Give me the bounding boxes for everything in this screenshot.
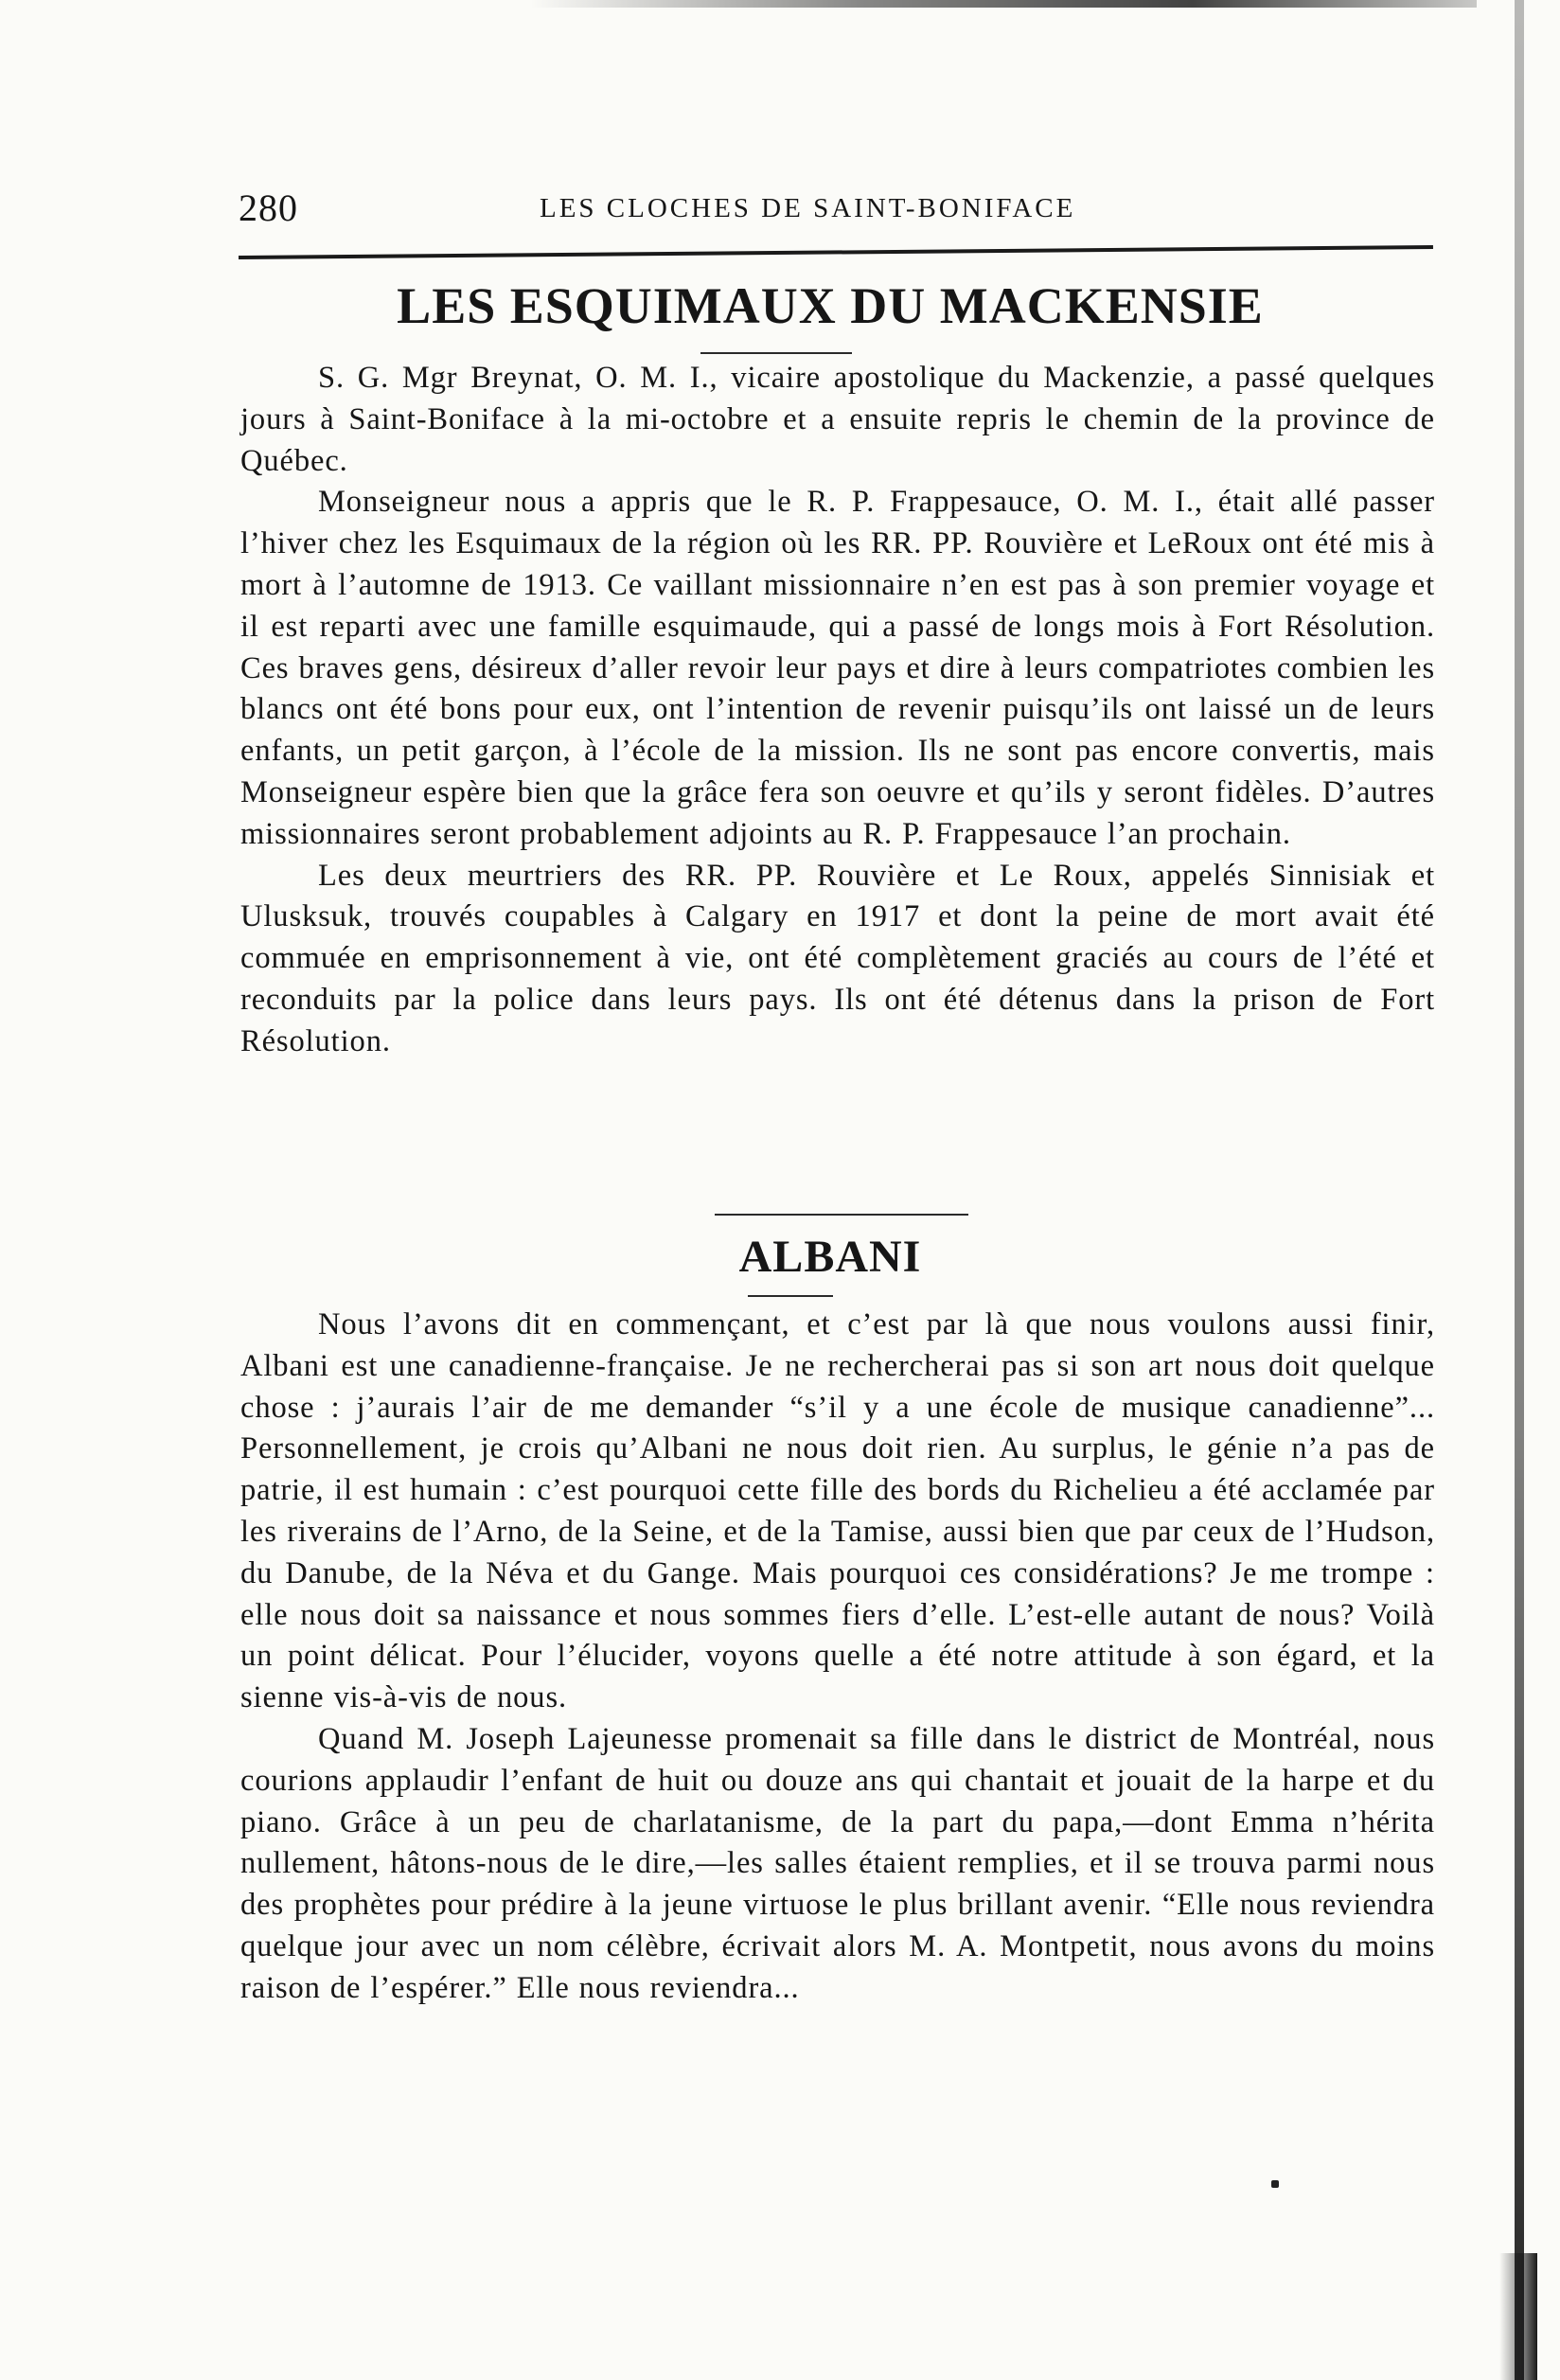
scan-shadow-corner xyxy=(1499,2253,1537,2380)
section-body-albani xyxy=(240,1305,1435,2010)
scan-shadow-top xyxy=(530,0,1477,8)
page-number: 280 xyxy=(239,186,298,229)
title-underline-esquimaux xyxy=(700,352,852,354)
paragraph: Monseigneur nous a appris que le R. P. Frappesauce, O. M. I., était allé passer l’hiver chez les Esquimaux de la région où les RR. PP. Rouvière et LeRoux ont été mis à mort à l’automne de 1913. Ce vaillant missionnaire n’en est pas à son premier voyage et il est reparti avec une famille esquimaude, qui a passé de longs mois à Fort Résolution. Ces braves gens, désireux d’aller revoir leur pays et dire à leurs compatriotes combien les blancs ont été bons pour eux, ont l’intention de revenir puisqu’ils ont laissé un de leurs enfants, un petit garçon, à l’école de la mission. Ils ne sont pas encore convertis, mais Monseigneur espère bien que la grâce fera son oeuvre et qu’ils y seront fidèles. D’autres missionnaires seront probablement adjoints au R. P. Frappesauce l’an prochain. xyxy=(240,485,1435,851)
paragraph: Nous l’avons dit en commençant, et c’est par là que nous voulons aussi finir, Albani est une canadienne-française. Je ne rechercherai pas si son art nous doit quelque chose : j’aurais l’air de me demander “s’il y a une école de musique canadienne”... Personnellement, je crois qu’Albani ne nous doit rien. Au surplus, le génie n’a pas de patrie, il est humain : c’est pourquoi cette fille des bords du Richelieu a été acclamée par les riverains de l’Arno, de la Seine, et de la Tamise, aussi bien que par ceux de l’Hudson, du Danube, de la Néva et du Gange. Mais pourquoi ces considérations? Je me trompe : elle nous doit sa naissance et nous sommes fiers d’elle. L’est-elle autant de nous? Voilà un point délicat. Pour l’élucider, voyons quelle a été notre attitude à son égard, et la sienne vis-à-vis de nous. xyxy=(240,1307,1435,1715)
paragraph: Quand M. Joseph Lajeunesse promenait sa fille dans le district de Montréal, nous courions applaudir l’enfant de huit ou douze ans qui chantait et jouait de la harpe et du piano. Grâce à un peu de charlatanisme, de la part du papa,—dont Emma n’hérita nullement, hâtons-nous de le dire,—les salles étaient remplies, et il se trouva parmi nous des prophètes pour prédire à la jeune virtuose le plus brillant avenir. “Elle nous reviendra quelque jour avec un nom célèbre, écrivait alors M. A. Montpetit, nous avons du moins raison de l’espérer.” Elle nous reviendra... xyxy=(240,1721,1435,2005)
title-underline-albani xyxy=(748,1295,833,1297)
paragraph: Les deux meurtriers des RR. PP. Rouvière et Le Roux, appelés Sinnisiak et Ulusksuk, trouvés coupables à Calgary en 1917 et dont la peine de mort avait été commuée en emprisonnement à vie, ont été complètement graciés au cours de l’été et reconduits par la police dans leurs pays. Ils ont été détenus dans la prison de Fort Résolution. xyxy=(240,858,1435,1058)
section-body-esquimaux xyxy=(240,358,1435,1063)
running-title: LES CLOCHES DE SAINT-BONIFACE xyxy=(540,193,1076,223)
running-head xyxy=(239,186,1441,227)
header-rule xyxy=(239,245,1433,259)
section-title-esquimaux: LES ESQUIMAUX DU MACKENSIE xyxy=(397,277,1264,334)
ink-speck xyxy=(1271,2180,1279,2188)
section-title-albani: ALBANI xyxy=(738,1232,922,1282)
paragraph: S. G. Mgr Breynat, O. M. I., vicaire apostolique du Mackenzie, a passé quelques jours à Saint-Boniface à la mi-octobre et a ensuite repris le chemin de la province de Québec. xyxy=(240,361,1435,478)
section-separator xyxy=(715,1214,968,1216)
scan-shadow-right xyxy=(1515,0,1524,2380)
